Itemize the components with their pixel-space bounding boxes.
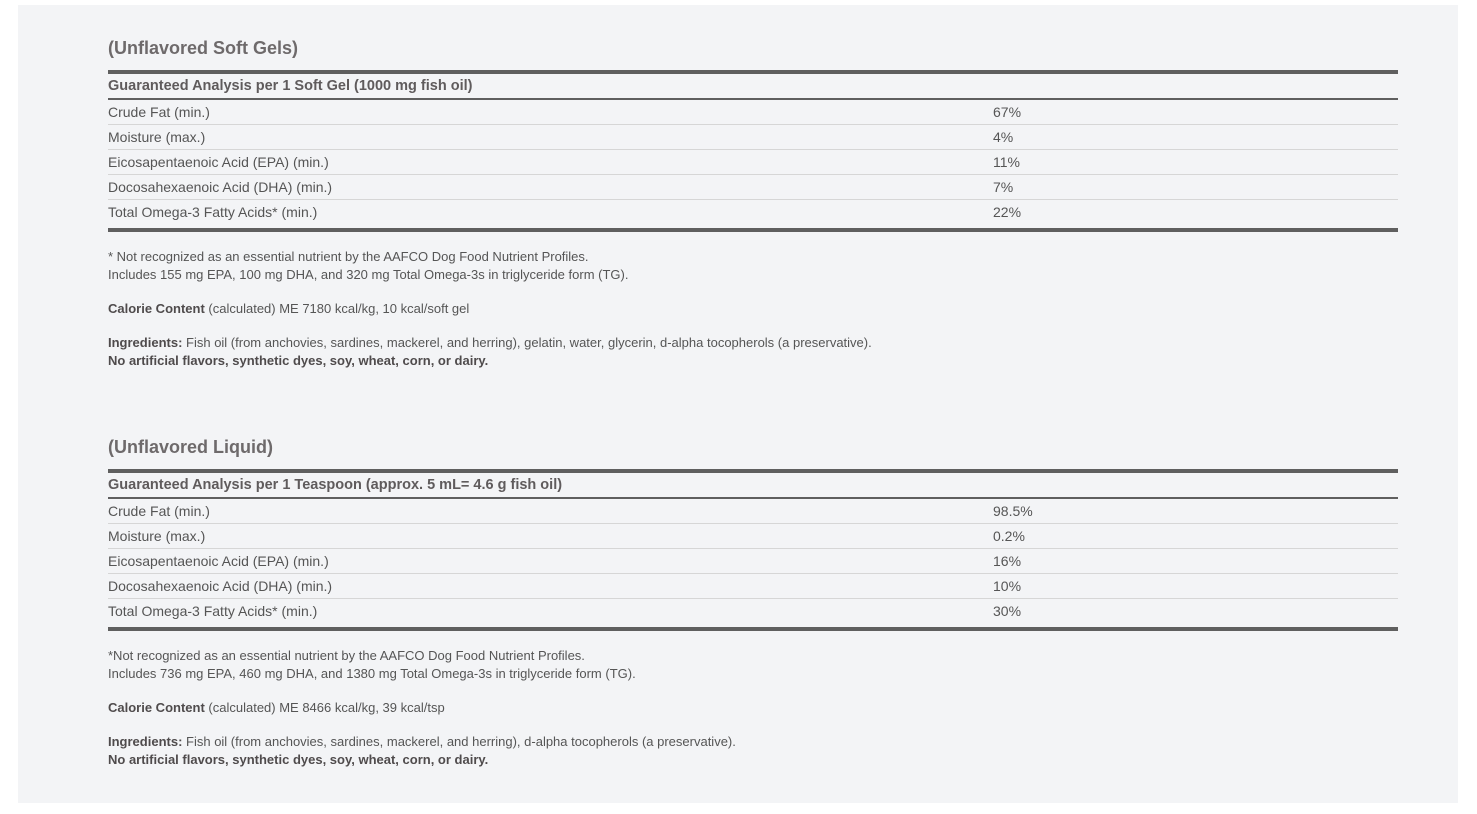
ingredients <box>108 733 1398 769</box>
calorie-label: Calorie Content <box>108 301 205 316</box>
footnotes <box>108 248 1398 284</box>
calorie-text: (calculated) ME 7180 kcal/kg, 10 kcal/soft gel <box>204 301 470 316</box>
table-row <box>108 574 1398 599</box>
section-title: (Unflavored Liquid) <box>108 437 273 457</box>
table-row <box>108 100 1398 125</box>
footnote-text: *Not recognized as an essential nutrient by the AAFCO Dog Food Nutrient Profiles. <box>108 648 585 663</box>
row-label: Total Omega-3 Fatty Acids* (min.) <box>108 204 318 220</box>
table-row <box>108 549 1398 574</box>
row-label: Docosahexaenoic Acid (DHA) (min.) <box>108 578 333 594</box>
footnote-text: * Not recognized as an essential nutrient by the AAFCO Dog Food Nutrient Profiles. <box>108 249 589 264</box>
ingredients-text: Fish oil (from anchovies, sardines, mackerel, and herring), d-alpha tocopherols (a preservative). <box>182 734 736 749</box>
calorie-content <box>108 300 1398 318</box>
ingredients <box>108 334 1398 370</box>
row-value: 10% <box>993 578 1022 594</box>
table-row <box>108 175 1398 200</box>
table-row <box>108 599 1398 627</box>
table-row <box>108 524 1398 549</box>
ingredients-label: Ingredients: <box>108 335 183 350</box>
row-label: Docosahexaenoic Acid (DHA) (min.) <box>108 179 333 195</box>
row-value: 16% <box>993 553 1022 569</box>
table-row <box>108 125 1398 150</box>
row-label: Moisture (max.) <box>108 129 206 145</box>
guaranteed-analysis-table <box>108 469 1398 631</box>
row-value: 67% <box>993 104 1022 120</box>
calorie-text: (calculated) ME 8466 kcal/kg, 39 kcal/tsp <box>204 700 445 715</box>
soft-gels-section <box>108 35 1398 370</box>
section-title: (Unflavored Soft Gels) <box>108 38 299 58</box>
table-row <box>108 200 1398 228</box>
table-row <box>108 499 1398 524</box>
includes-text: Includes 736 mg EPA, 460 mg DHA, and 1380 mg Total Omega-3s in triglyceride form (TG). <box>108 666 636 681</box>
row-label: Eicosapentaenoic Acid (EPA) (min.) <box>108 154 329 170</box>
table-header: Guaranteed Analysis per 1 Teaspoon (approx. 5 mL= 4.6 g fish oil) <box>108 473 1398 499</box>
ingredients-text: Fish oil (from anchovies, sardines, mackerel, and herring), gelatin, water, glycerin, d-alpha tocopherols (a preservative). <box>182 335 872 350</box>
table-header: Guaranteed Analysis per 1 Soft Gel (1000 mg fish oil) <box>108 74 1398 100</box>
footnotes <box>108 647 1398 683</box>
row-value: 4% <box>993 129 1014 145</box>
no-artificial-text: No artificial flavors, synthetic dyes, soy, wheat, corn, or dairy. <box>108 752 489 767</box>
row-value: 30% <box>993 603 1022 619</box>
liquid-section <box>108 434 1398 769</box>
row-label: Crude Fat (min.) <box>108 104 210 120</box>
calorie-label: Calorie Content <box>108 700 205 715</box>
row-value: 22% <box>993 204 1022 220</box>
no-artificial-text: No artificial flavors, synthetic dyes, soy, wheat, corn, or dairy. <box>108 353 489 368</box>
row-label: Eicosapentaenoic Acid (EPA) (min.) <box>108 553 329 569</box>
row-label: Total Omega-3 Fatty Acids* (min.) <box>108 603 318 619</box>
guaranteed-analysis-table <box>108 70 1398 232</box>
row-value: 98.5% <box>993 503 1033 519</box>
ingredients-label: Ingredients: <box>108 734 183 749</box>
calorie-content <box>108 699 1398 717</box>
row-value: 0.2% <box>993 528 1025 544</box>
includes-text: Includes 155 mg EPA, 100 mg DHA, and 320 mg Total Omega-3s in triglyceride form (TG). <box>108 267 629 282</box>
nutrition-panel <box>18 5 1458 803</box>
row-label: Moisture (max.) <box>108 528 206 544</box>
row-label: Crude Fat (min.) <box>108 503 210 519</box>
table-row <box>108 150 1398 175</box>
row-value: 7% <box>993 179 1014 195</box>
row-value: 11% <box>993 154 1020 170</box>
